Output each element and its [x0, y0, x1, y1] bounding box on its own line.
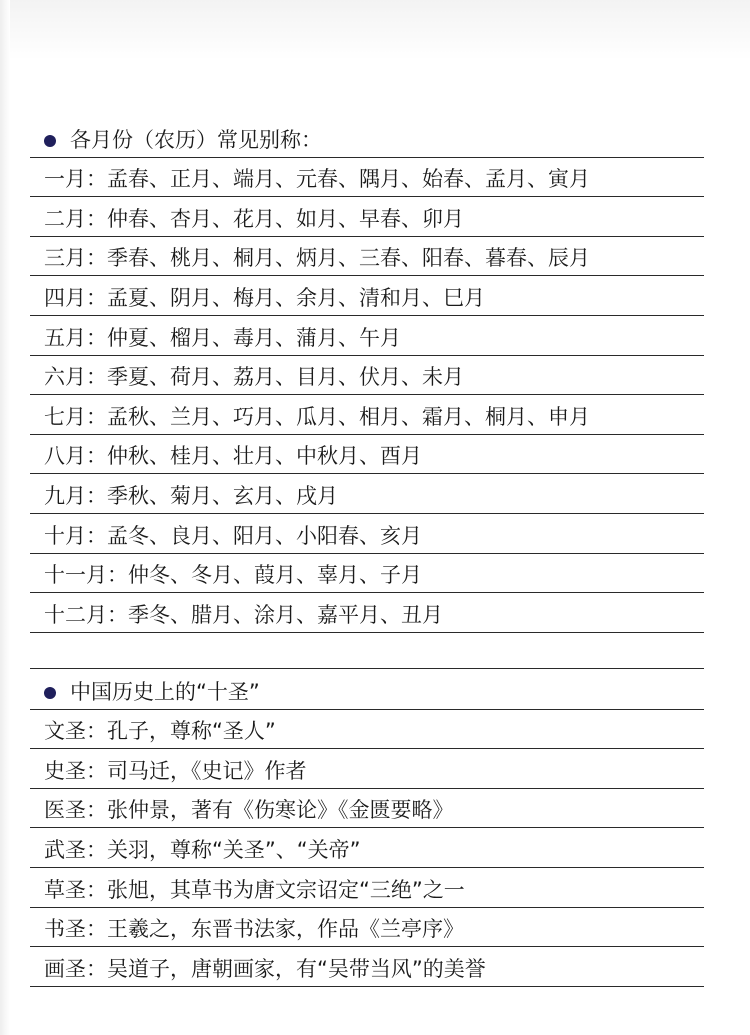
month-row: 二月：仲春、杏月、花月、如月、早春、卯月	[30, 197, 704, 237]
months-section	[30, 118, 704, 633]
month-row: 十一月：仲冬、冬月、葭月、辜月、子月	[30, 554, 704, 594]
saint-row: 书圣：王羲之，东晋书法家，作品《兰亭序》	[30, 908, 704, 948]
month-row: 九月：季秋、菊月、玄月、戌月	[30, 474, 704, 514]
month-row: 四月：孟夏、阴月、梅月、余月、清和月、巳月	[30, 276, 704, 316]
months-heading	[30, 118, 704, 158]
saint-row: 文圣：孔子，尊称“圣人”	[30, 710, 704, 750]
saint-row: 史圣：司马迁，《史记》作者	[30, 749, 704, 789]
saint-row: 草圣：张旭，其草书为唐文宗诏定“三绝”之一	[30, 868, 704, 908]
saints-heading	[30, 670, 704, 710]
month-row: 十月：孟冬、良月、阳月、小阳春、亥月	[30, 514, 704, 554]
saint-row: 医圣：张仲景，著有《伤寒论》《金匮要略》	[30, 789, 704, 829]
section-divider	[30, 668, 704, 669]
bullet-icon	[44, 687, 56, 699]
months-title: 各月份（农历）常见别称：	[70, 127, 322, 152]
bullet-icon	[44, 135, 56, 147]
saint-row: 画圣：吴道子，唐朝画家，有“吴带当风”的美誉	[30, 947, 704, 987]
saints-section	[30, 670, 704, 987]
month-row: 八月：仲秋、桂月、壮月、中秋月、酉月	[30, 435, 704, 475]
month-row: 七月：孟秋、兰月、巧月、瓜月、相月、霜月、桐月、申月	[30, 395, 704, 435]
month-row: 十二月：季冬、腊月、涂月、嘉平月、丑月	[30, 593, 704, 633]
month-row: 五月：仲夏、榴月、毒月、蒲月、午月	[30, 316, 704, 356]
month-row: 六月：季夏、荷月、荔月、目月、伏月、未月	[30, 356, 704, 396]
saints-title: 中国历史上的“十圣”	[70, 679, 260, 704]
month-row: 三月：季春、桃月、桐月、炳月、三春、阳春、暮春、辰月	[30, 237, 704, 277]
month-row: 一月：孟春、正月、端月、元春、隅月、始春、孟月、寅月	[30, 158, 704, 198]
page-left-shadow	[0, 0, 10, 1035]
saint-row: 武圣：关羽，尊称“关圣”、“关帝”	[30, 828, 704, 868]
page-top-shadow	[0, 0, 750, 60]
